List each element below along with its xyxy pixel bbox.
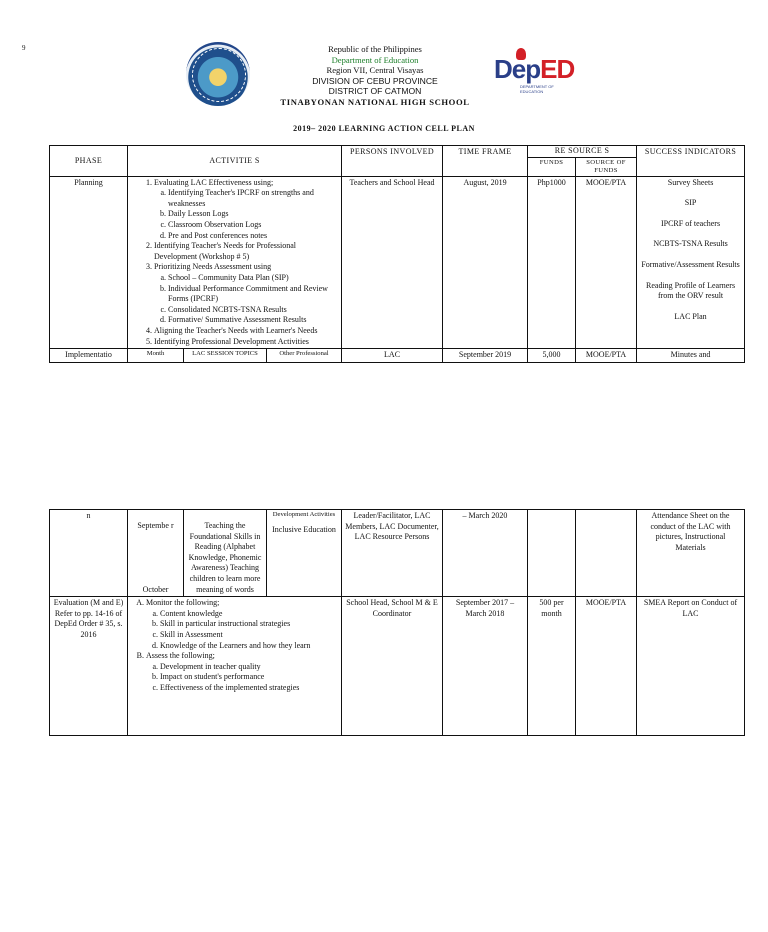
- evaluation-subitem: a. Development in teacher quality: [160, 662, 338, 673]
- planning-subitem: d. Formative/ Summative Assessment Results: [168, 315, 338, 326]
- page-number: 9: [22, 44, 26, 52]
- lac-plan-table-top: [49, 145, 745, 363]
- planning-source: MOOE/PTA: [576, 176, 637, 349]
- letterhead: [250, 44, 500, 107]
- planning-subitem: a. School – Community Data Plan (SIP): [168, 273, 338, 284]
- success-item: Formative/Assessment Results: [641, 259, 740, 269]
- implementation-funds: 5,000: [528, 349, 576, 363]
- evaluation-subitem: b. Skill in particular instructional strategies: [160, 619, 338, 630]
- planning-persons: Teachers and School Head: [342, 176, 443, 349]
- header-funds: FUNDS: [528, 157, 576, 176]
- implementation-funds-cont: [528, 510, 576, 597]
- document-title: 2019– 2020 LEARNING ACTION CELL PLAN: [293, 124, 475, 133]
- implementation-persons: LAC: [342, 349, 443, 363]
- planning-row: [50, 176, 745, 349]
- implementation-time-cont: – March 2020: [443, 510, 528, 597]
- header-activities: ACTIVITIE S: [128, 146, 342, 177]
- evaluation-subitem: d. Knowledge of the Learners and how they learn: [160, 641, 338, 652]
- success-item: IPCRF of teachers: [660, 218, 721, 228]
- header-time-frame: TIME FRAME: [443, 146, 528, 177]
- evaluation-funds: 500 per month: [528, 597, 576, 736]
- evaluation-subitem: c. Skill in Assessment: [160, 630, 338, 641]
- planning-subitem: b. Individual Performance Commitment and Review Forms (IPCRF): [168, 284, 338, 305]
- success-item: Survey Sheets: [667, 177, 714, 187]
- header-resources: RE SOURCE S: [528, 146, 637, 158]
- implementation-row-bottom: [50, 510, 745, 597]
- header-success: SUCCESS INDICATORS: [637, 146, 745, 177]
- header-republic: Republic of the Philippines: [328, 44, 422, 54]
- planning-item: 5. Identifying Professional Development Activities: [154, 337, 338, 348]
- evaluation-source: MOOE/PTA: [576, 597, 637, 736]
- implementation-other-header: Other Professional: [267, 349, 342, 363]
- lac-plan-table-bottom: [49, 509, 745, 736]
- header-division: DIVISION OF CEBU PROVINCE: [312, 75, 438, 86]
- implementation-row-top: [50, 349, 745, 363]
- planning-success: [637, 176, 745, 349]
- planning-item: 4. Aligning the Teacher's Needs with Learner's Needs: [154, 326, 338, 337]
- planning-phase: Planning: [50, 176, 128, 349]
- header-persons: PERSONS INVOLVED: [342, 146, 443, 177]
- implementation-other: [267, 510, 342, 597]
- implementation-persons-cont: Leader/Facilitator, LAC Members, LAC Documenter, LAC Resource Persons: [342, 510, 443, 597]
- evaluation-row: [50, 597, 745, 736]
- planning-subitem: c. Classroom Observation Logs: [168, 220, 338, 231]
- evaluation-phase: Evaluation (M and E) Refer to pp. 14-16 of DepEd Order # 35, s. 2016: [50, 597, 128, 736]
- header-source: SOURCE OF FUNDS: [576, 157, 637, 176]
- header-region: Region VII, Central Visayas: [326, 65, 424, 75]
- evaluation-subitem: a. Content knowledge: [160, 609, 338, 620]
- evaluation-persons: School Head, School M & E Coordinator: [342, 597, 443, 736]
- other-activity: Inclusive Education: [272, 525, 336, 534]
- implementation-phase: Implementatio: [50, 349, 128, 363]
- implementation-time: September 2019: [443, 349, 528, 363]
- planning-funds: Php1000: [528, 176, 576, 349]
- implementation-month-header: Month: [128, 349, 184, 363]
- topic-text: Teaching the Foundational Skills in Reading (Alphabet Knowledge, Phonemic Awareness) Teaching children to learn more meaning of words: [188, 521, 262, 594]
- evaluation-item: A. Monitor the following; a. Content knowledge b. Skill in particular instructional strategies c. Skill in Assessment d. Knowledge of the Learners and how they learn: [146, 598, 338, 651]
- header-deped: Department of Education: [331, 54, 419, 65]
- implementation-topics-header: LAC SESSION TOPICS: [184, 349, 267, 363]
- implementation-success: Minutes and: [637, 349, 745, 363]
- implementation-months: [128, 510, 184, 597]
- planning-item: 1. Evaluating LAC Effectiveness using; a. Identifying Teacher's IPCRF on strengths and weaknesses b. Daily Lesson Logs c. Classroom Observation Logs d. Pre and Post conferences notes: [154, 178, 338, 242]
- evaluation-time: September 2017 – March 2018: [443, 597, 528, 736]
- deped-logo-sub: DEPARTMENT OF EDUCATION: [520, 84, 554, 94]
- deped-logo-text: DepED: [494, 54, 575, 84]
- evaluation-activities: [128, 597, 342, 736]
- month-october: October: [142, 584, 169, 594]
- planning-subitem: c. Consolidated NCBTS-TSNA Results: [168, 305, 338, 316]
- header-school: TINABYONAN NATIONAL HIGH SCHOOL: [280, 96, 470, 107]
- planning-time: August, 2019: [443, 176, 528, 349]
- other-activities-header: Development Activities: [272, 511, 336, 518]
- month-september: Septembe r: [137, 521, 174, 530]
- implementation-phase-cont: n: [50, 510, 128, 597]
- deped-logo: [492, 50, 575, 94]
- success-item: LAC Plan: [674, 311, 707, 321]
- evaluation-subitem: b. Impact on student's performance: [160, 672, 338, 683]
- planning-subitem: d. Pre and Post conferences notes: [168, 231, 338, 242]
- planning-subitem: b. Daily Lesson Logs: [168, 209, 338, 220]
- implementation-source-cont: [576, 510, 637, 597]
- success-item: NCBTS-TSNA Results: [653, 239, 728, 249]
- planning-item: 2. Identifying Teacher's Needs for Professional Development (Workshop # 5): [154, 241, 338, 262]
- implementation-source: MOOE/PTA: [576, 349, 637, 363]
- implementation-topic: [184, 510, 267, 597]
- planning-subitem: a. Identifying Teacher's IPCRF on strengths and weaknesses: [168, 188, 338, 209]
- header-phase: PHASE: [50, 146, 128, 177]
- evaluation-success: SMEA Report on Conduct of LAC: [637, 597, 745, 736]
- planning-item: 3. Prioritizing Needs Assessment using a. School – Community Data Plan (SIP) b. Individual Performance Commitment and Review Forms (IPCRF) c. Consolidated NCBTS-TSNA Results d. Formative/ Summative Assessment Results: [154, 262, 338, 326]
- success-item: SIP: [684, 198, 697, 208]
- evaluation-subitem: c. Effectiveness of the implemented strategies: [160, 683, 338, 694]
- implementation-success-cont: Attendance Sheet on the conduct of the LAC with pictures, Instructional Materials: [637, 510, 745, 597]
- header-district: DISTRICT OF CATMON: [328, 86, 422, 96]
- evaluation-item: B. Assess the following; a. Development in teacher quality b. Impact on student's performance c. Effectiveness of the implemented strategies: [146, 651, 338, 693]
- seal-ring: [192, 48, 246, 102]
- success-item: Reading Profile of Learners from the ORV result: [646, 280, 736, 301]
- planning-activities: [128, 176, 342, 349]
